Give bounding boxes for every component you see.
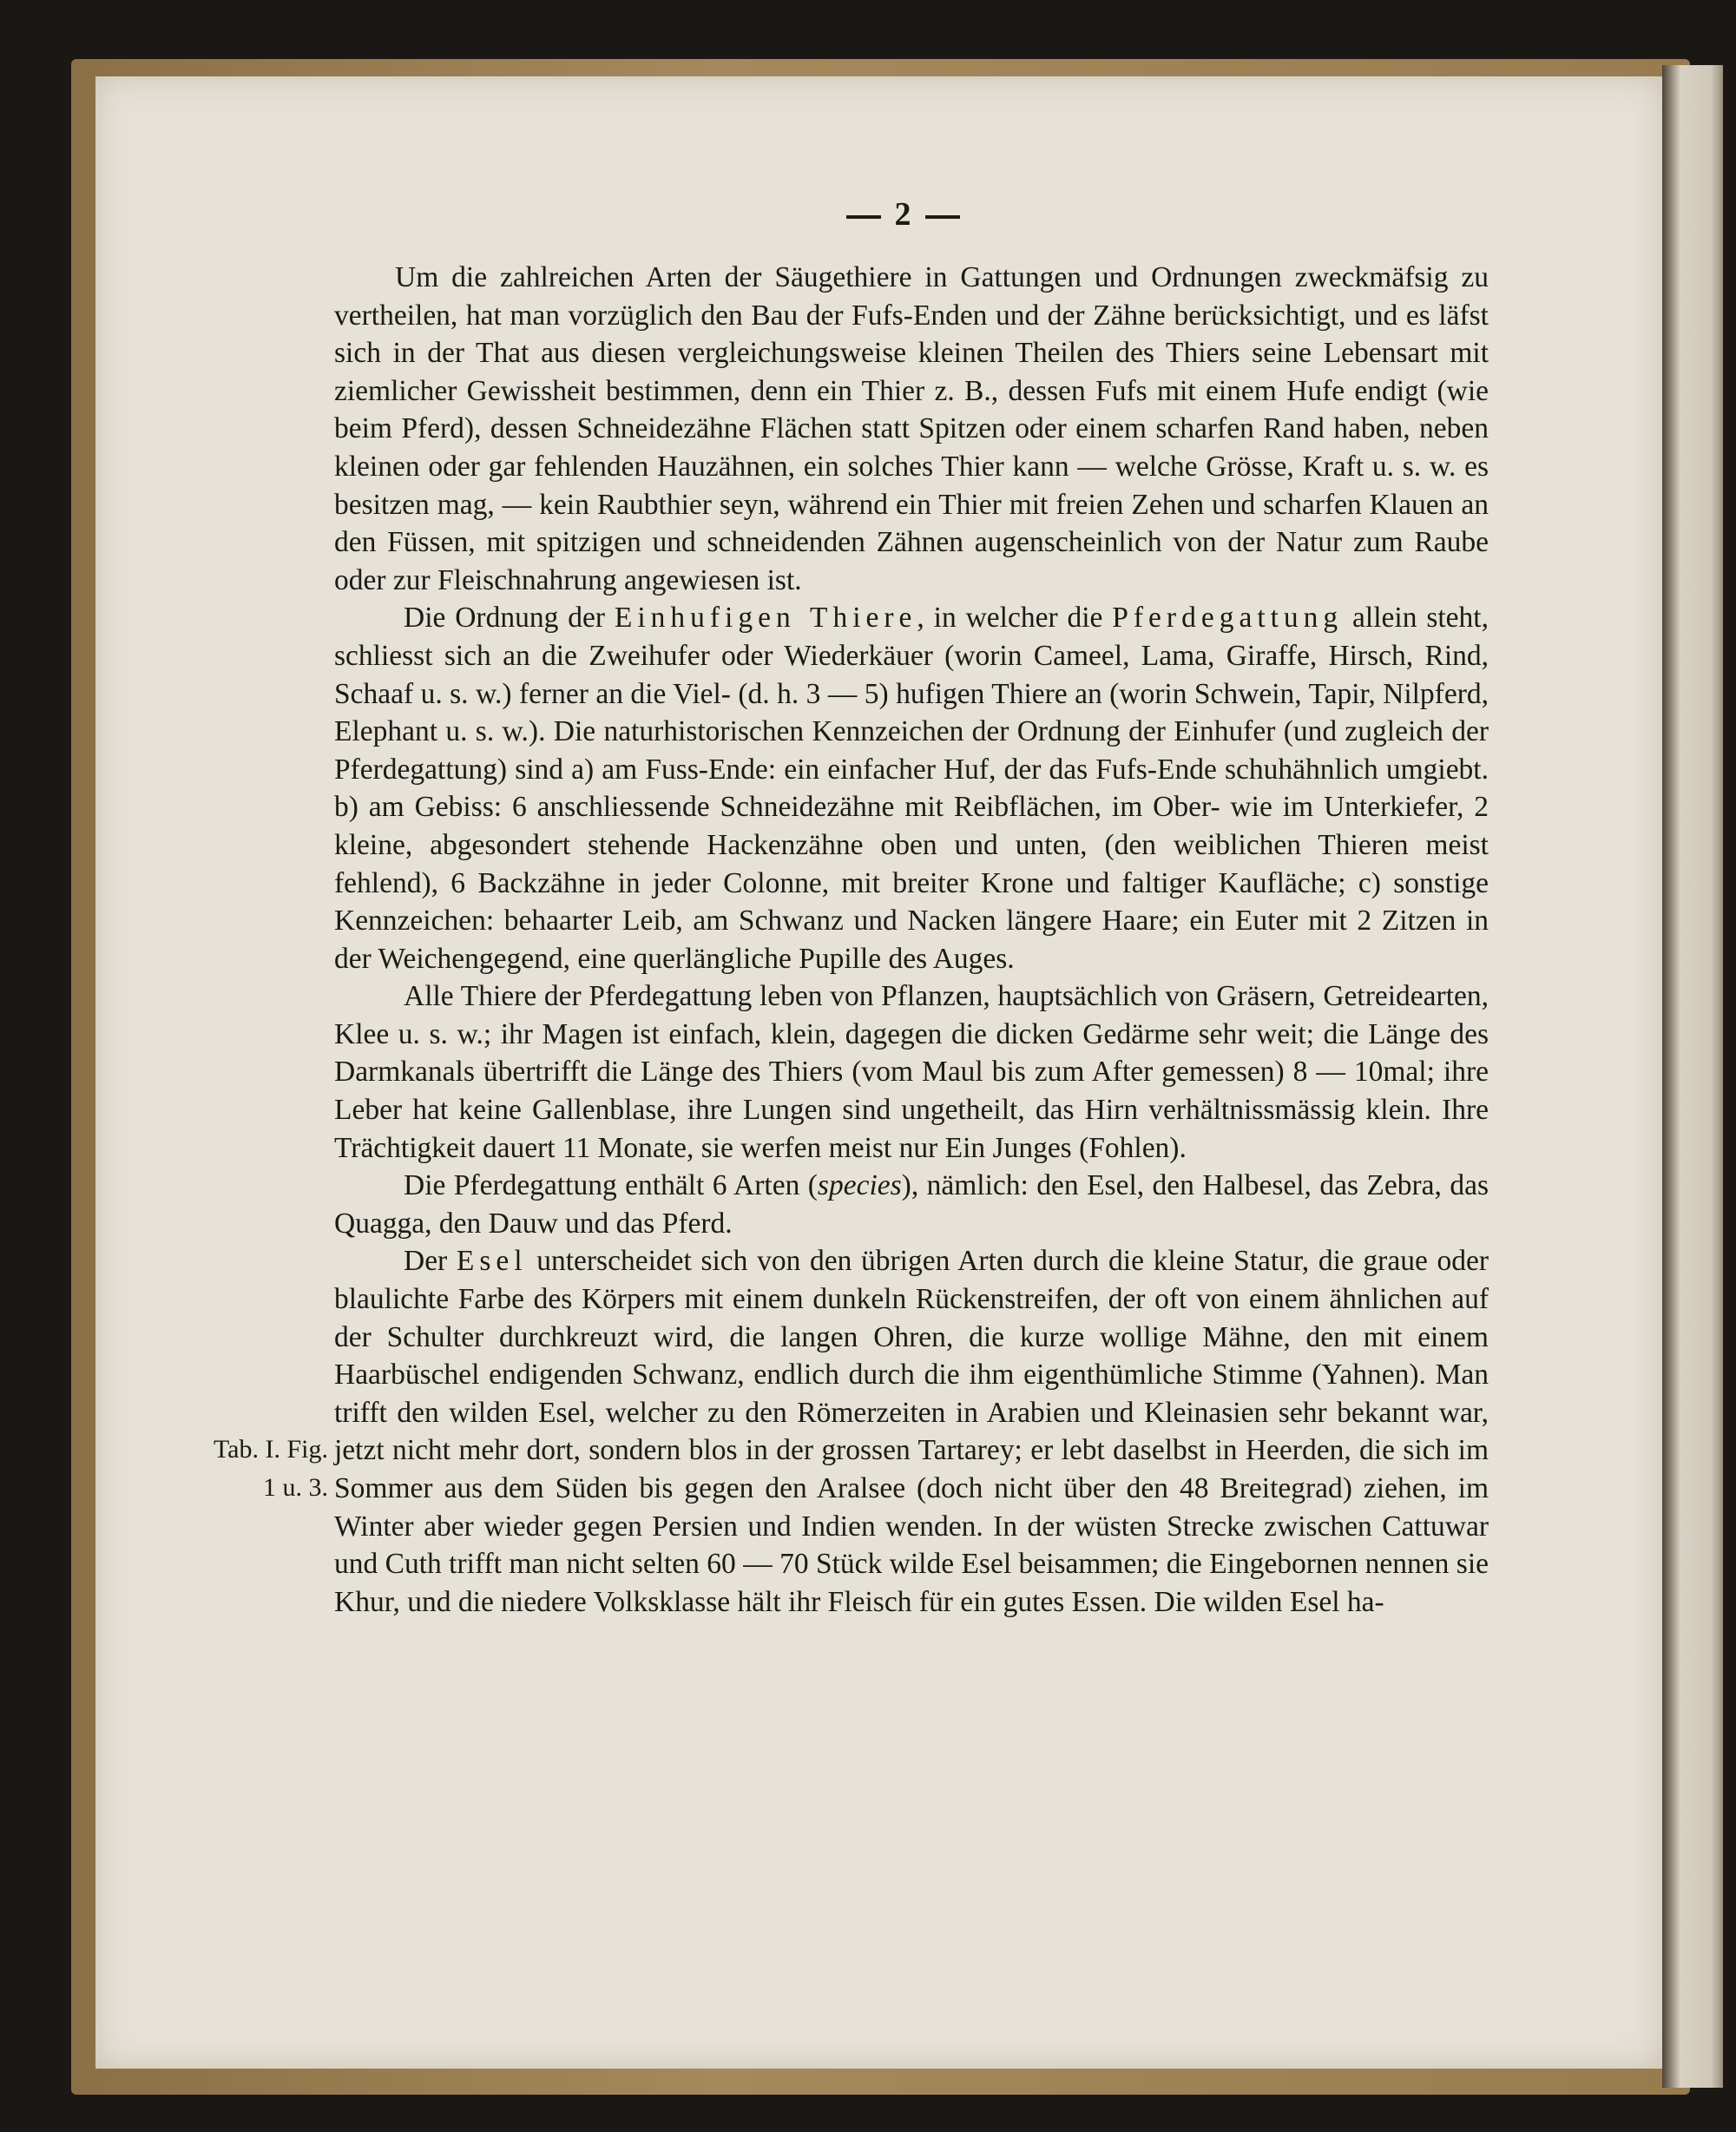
page-number: 2	[894, 196, 911, 233]
paragraph-2-text-e: allein steht, schliesst sich an die Zweihufer oder Wiederkäuer (worin Cameel, Lama, Giraffe, Hirsch, Rind, Schaaf u. s. w.) ferner an die Viel- (d. h. 3 — 5) hufigen Thiere an (worin Schwein, Tapir, Nilpferd, Elephant u. s. w.). Die naturhistorischen Kennzeichen der Ordnung der Einhufer (und zugleich der Pferdegattung) sind a) am Fuss-Ende: ein einfacher Huf, der das Fufs-Ende schuhähnlich umgiebt. b) am Gebiss: 6 anschliessende Schneidezähne mit Reibflächen, im Ober- wie im Unterkiefer, 2 kleine, abgesondert stehende Hackenzähne oben und unten, (den weiblichen Thieren meist fehlend), 6 Backzähne in jeder Colonne, mit breiter Krone und faltiger Kaufläche; c) sonstige Kennzeichen: behaarter Leib, am Schwanz und Nacken längere Haare; ein Euter mit 2 Zitzen in der Weichengegend, eine querlängliche Pupille des Auges.	[334, 602, 1489, 975]
paragraph-5-text-c: unterscheidet sich von den übrigen Arten durch die kleine Statur, die graue oder blaulichte Farbe des Körpers mit einem dunkeln Rückenstreifen, der oft von einem ähnlichen auf der Schulter durchkreuzt wird, die langen Ohren, die kurze wollige Mähne, den mit einem Haarbüschel endigenden Schwanz, endlich durch die ihm eigenthümliche Stimme (Yahnen). Man trifft den wilden Esel, welcher zu den Römerzeiten in Arabien und Kleinasien sehr bekannt war, jetzt nicht mehr dort, sondern blos in der grossen Tartarey; er lebt daselbst in Heerden, die sich im Sommer aus dem Süden bis gegen den Aralsee (doch nicht über den 48 Breitegrad) ziehen, im Winter aber wieder gegen Persien und Indien wenden. In der wüsten Strecke zwischen Cattuwar und Cuth trifft man nicht selten 60 — 70 Stück wilde Esel beisammen; die Eingebornen nennen sie Khur, und die niedere Volksklasse hält ihr Fleisch für ein gutes Essen. Die wilden Esel ha-	[334, 1245, 1489, 1618]
paragraph-2	[334, 599, 1489, 977]
paragraph-3: Alle Thiere der Pferdegattung leben von Pflanzen, hauptsächlich von Gräsern, Getreidearten, Klee u. s. w.; ihr Magen ist einfach, klein, dagegen die dicken Gedärme sehr weit; die Länge des Darmkanals übertrifft die Länge des Thiers (vom Maul bis zum After gemessen) 8 — 10mal; ihre Leber hat keine Gallenblase, ihre Lungen sind ungetheilt, das Hirn verhältnissmässig klein. Ihre Trächtigkeit dauert 11 Monate, sie werfen meist nur Ein Junges (Fohlen).	[334, 980, 1489, 1164]
paragraph-2-emphasis-einhufigen: Einhufigen Thiere	[614, 602, 917, 635]
facing-page-edge	[1662, 65, 1723, 2088]
paragraph-1: Um die zahlreichen Arten der Säugethiere in Gattungen und Ordnungen zweckmäfsig zu vertheilen, hat man vorzüglich den Bau der Fufs-Enden und der Zähne berücksichtigt, und es läfst sich in der That aus diesen vergleichungsweise kleinen Theilen des Thiers seine Lebensart mit ziemlicher Gewissheit bestimmen, denn ein Thier z. B., dessen Fufs mit einem Hufe endigt (wie beim Pferd), dessen Schneidezähne Flächen statt Spitzen oder einem scharfen Rand haben, neben kleinen oder gar fehlenden Hauzähnen, ein solches Thier kann — welche Grösse, Kraft u. s. w. es besitzen mag, — kein Raubthier seyn, während ein Thier mit freien Zehen und scharfen Klauen an den Füssen, mit spitzigen und schneidenden Zähnen augenscheinlich von der Natur zum Raube oder zur Fleischnahrung angewiesen ist.	[334, 261, 1489, 596]
header-dash-right	[925, 215, 960, 219]
paragraph-5-emphasis-esel: Esel	[456, 1245, 528, 1278]
paragraph-4-text-a: Die Pferdegattung enthält 6 Arten (	[404, 1169, 818, 1202]
margin-note-line-1: Tab. I. Fig.	[213, 1435, 328, 1464]
paragraph-5-text-a: Der	[404, 1245, 457, 1278]
body-text	[334, 259, 1489, 1621]
header-dash-left	[846, 215, 881, 219]
paragraph-2-text-a: Die Ordnung der	[404, 602, 615, 635]
page-header	[807, 195, 998, 234]
margin-note-line-2: 1 u. 3.	[263, 1473, 328, 1502]
paragraph-4-text-c: ), nämlich: den Esel, den Halbesel, das Zebra, das Quagga, den Dauw und das Pferd.	[334, 1169, 1489, 1240]
paragraph-4	[334, 1167, 1489, 1242]
paragraph-5	[334, 1242, 1489, 1621]
paragraph-2-text-c: , in welcher die	[917, 602, 1113, 635]
paragraph-4-italic-species: species	[817, 1169, 902, 1202]
margin-note	[198, 1431, 328, 1507]
paragraph-2-emphasis-pferdegattung: Pferdegattung	[1112, 602, 1344, 635]
